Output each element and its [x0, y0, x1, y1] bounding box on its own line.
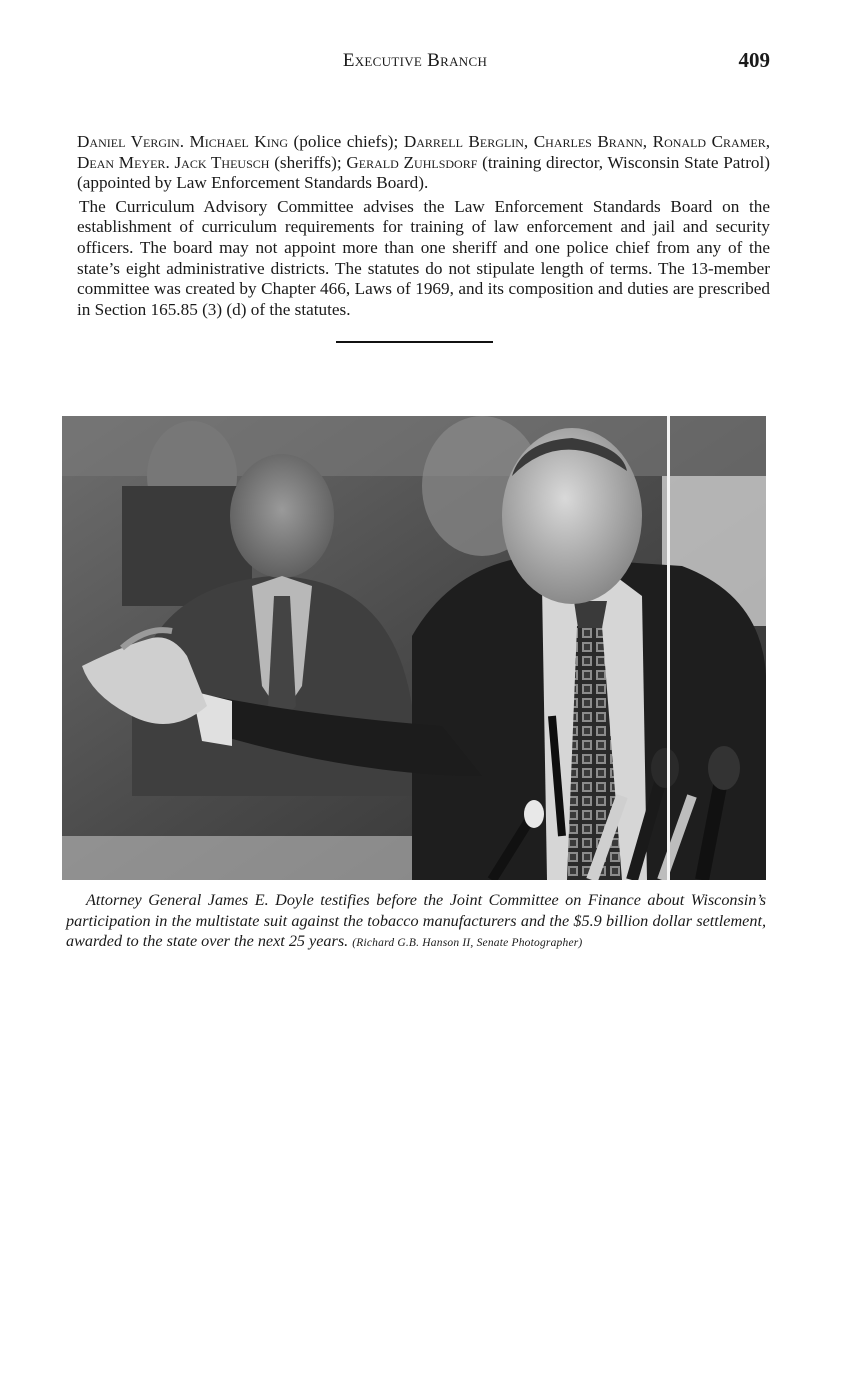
caption-text: Attorney General James E. Doyle testifies before the Joint Committee on Finance about Wisconsin’s participation in the multistate suit against the tobacco manufacturers and the $5.9 billion dollar settlement, awarded to the state over the next 25 years. [66, 891, 766, 950]
separator: , [765, 132, 771, 151]
member-name: Darrell Berglin [403, 132, 524, 151]
separator: . [165, 152, 175, 172]
page-number: 409 [738, 48, 770, 72]
section-divider [336, 341, 493, 343]
member-name: Jack Theusch [174, 152, 270, 172]
member-list [77, 132, 770, 194]
member-name: Daniel Vergin [77, 132, 180, 151]
body-text [77, 132, 770, 320]
page-header [0, 48, 859, 78]
member-role: (police chiefs); [288, 132, 404, 151]
committee-description: The Curriculum Advisory Committee advises the Law Enforcement Standards Board on the establishment of curriculum requirements for training of law enforcement and jail and security officers. The board may not appoint more than one sheriff and one police chief from any of the state’s eight administrative districts. The statutes do not stipulate length of terms. The 13-member committee was created by Chapter 466, Laws of 1969, and its composition and duties are prescribed in Section 165.85 (3) (d) of the statutes. [77, 196, 770, 319]
photo-caption [66, 890, 766, 954]
separator: , [523, 132, 534, 151]
separator: . [179, 132, 190, 151]
member-name: Charles Brann [533, 132, 643, 151]
member-name: Michael King [189, 132, 289, 151]
separator: , [642, 132, 653, 151]
member-name: Dean Meyer [77, 152, 166, 172]
photo-credit: (Richard G.B. Hanson II, Senate Photographer) [352, 937, 583, 949]
running-head: Executive Branch [342, 50, 488, 71]
member-name: Gerald Zuhlsdorf [346, 152, 478, 172]
photograph [62, 416, 766, 880]
member-role: (training director, Wisconsin State Patrol) (appointed by Law Enforcement Standards Board). [77, 152, 771, 193]
member-name: Ronald Cramer [652, 132, 766, 151]
member-role: (sheriffs); [269, 152, 347, 172]
